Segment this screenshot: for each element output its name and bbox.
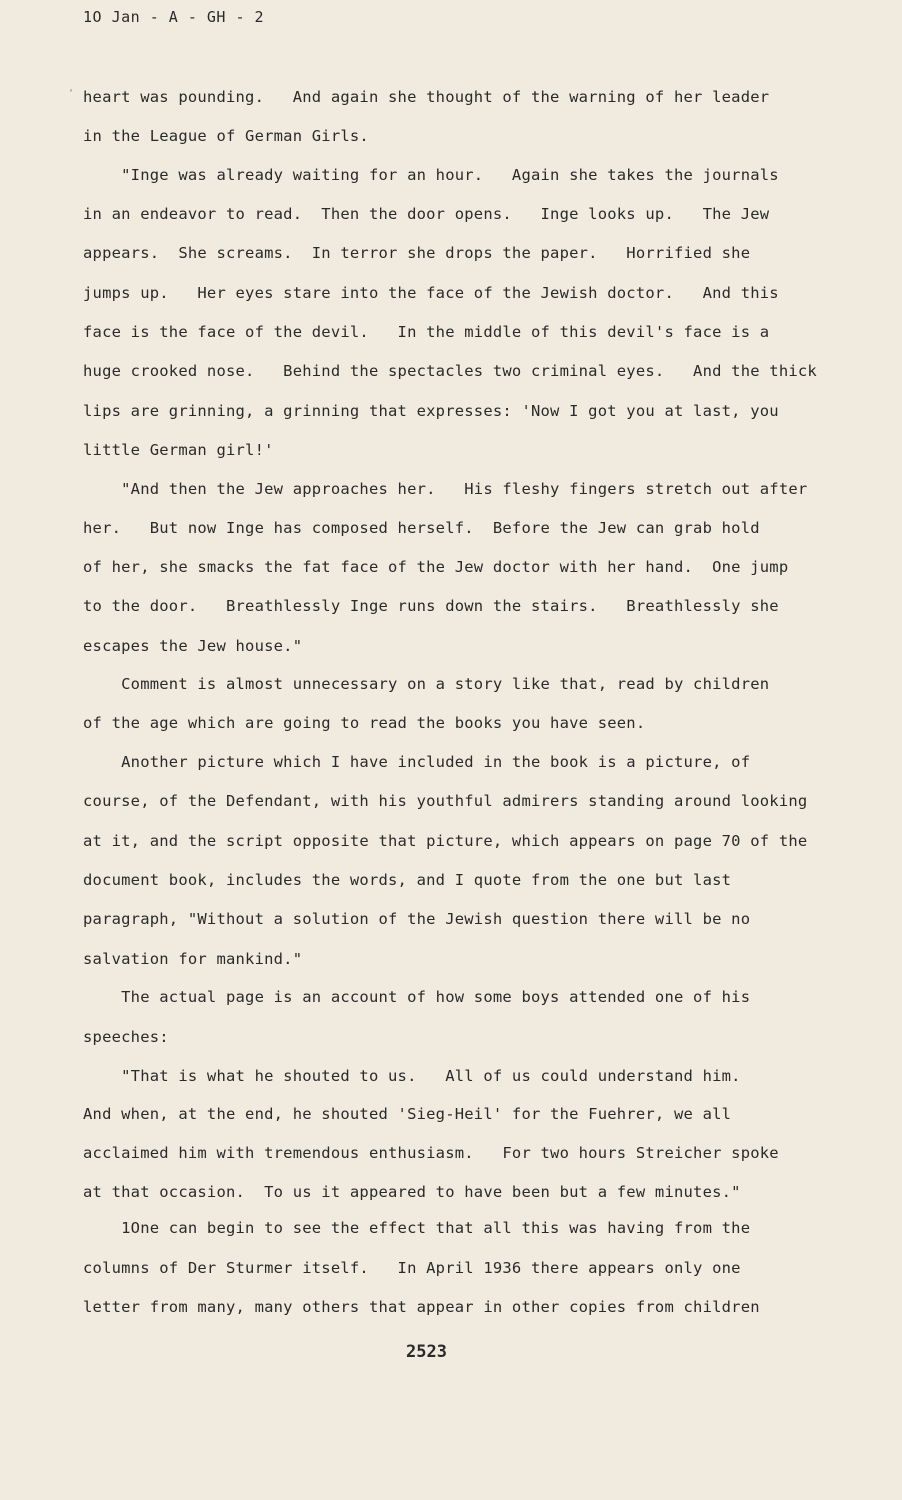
text-line: letter from many, many others that appear in other copies from children	[83, 1298, 760, 1316]
text-line: acclaimed him with tremendous enthusiasm. For two hours Streicher spoke	[83, 1144, 779, 1162]
text-line: in an endeavor to read. Then the door opens. Inge looks up. The Jew	[83, 205, 770, 223]
text-line: "And then the Jew approaches her. His fleshy fingers stretch out after	[83, 480, 808, 498]
text-line: at it, and the script opposite that picture, which appears on page 70 of the	[83, 832, 808, 850]
text-line: to the door. Breathlessly Inge runs down the stairs. Breathlessly she	[83, 597, 779, 615]
text-line: in the League of German Girls.	[83, 127, 369, 145]
text-line: "Inge was already waiting for an hour. Again she takes the journals	[83, 166, 779, 184]
text-line: salvation for mankind."	[83, 950, 303, 968]
text-line: heart was pounding. And again she thought of the warning of her leader	[83, 88, 770, 106]
text-line: escapes the Jew house."	[83, 637, 303, 655]
text-line: And when, at the end, he shouted 'Sieg-Heil' for the Fuehrer, we all	[83, 1105, 732, 1123]
text-line: jumps up. Her eyes stare into the face of the Jewish doctor. And this	[83, 284, 779, 302]
text-line: of the age which are going to read the books you have seen.	[83, 714, 646, 732]
text-line: columns of Der Sturmer itself. In April 1936 there appears only one	[83, 1259, 741, 1277]
text-line: course, of the Defendant, with his youthful admirers standing around looking	[83, 792, 808, 810]
text-line: paragraph, "Without a solution of the Jewish question there will be no	[83, 910, 751, 928]
text-line: face is the face of the devil. In the middle of this devil's face is a	[83, 323, 770, 341]
text-line: little German girl!'	[83, 441, 274, 459]
text-line: Another picture which I have included in the book is a picture, of	[83, 753, 751, 771]
text-line: speeches:	[83, 1028, 169, 1046]
text-line: lips are grinning, a grinning that expresses: 'Now I got you at last, you	[83, 402, 779, 420]
text-line: The actual page is an account of how some boys attended one of his	[83, 988, 751, 1006]
text-line: document book, includes the words, and I quote from the one but last	[83, 871, 732, 889]
text-line: her. But now Inge has composed herself. Before the Jew can grab hold	[83, 519, 760, 537]
text-line: Comment is almost unnecessary on a story like that, read by children	[83, 675, 770, 693]
margin-mark: '	[68, 88, 75, 99]
text-line: of her, she smacks the fat face of the Jew doctor with her hand. One jump	[83, 558, 789, 576]
text-line: at that occasion. To us it appeared to have been but a few minutes."	[83, 1183, 741, 1201]
text-line: 1One can begin to see the effect that all this was having from the	[83, 1219, 751, 1237]
text-line: appears. She screams. In terror she drops the paper. Horrified she	[83, 244, 751, 262]
page-number: 2523	[406, 1342, 447, 1362]
text-line: huge crooked nose. Behind the spectacles two criminal eyes. And the thick	[83, 362, 817, 380]
page-header: 1O Jan - A - GH - 2	[83, 8, 265, 26]
text-line: "That is what he shouted to us. All of us could understand him.	[83, 1067, 741, 1085]
